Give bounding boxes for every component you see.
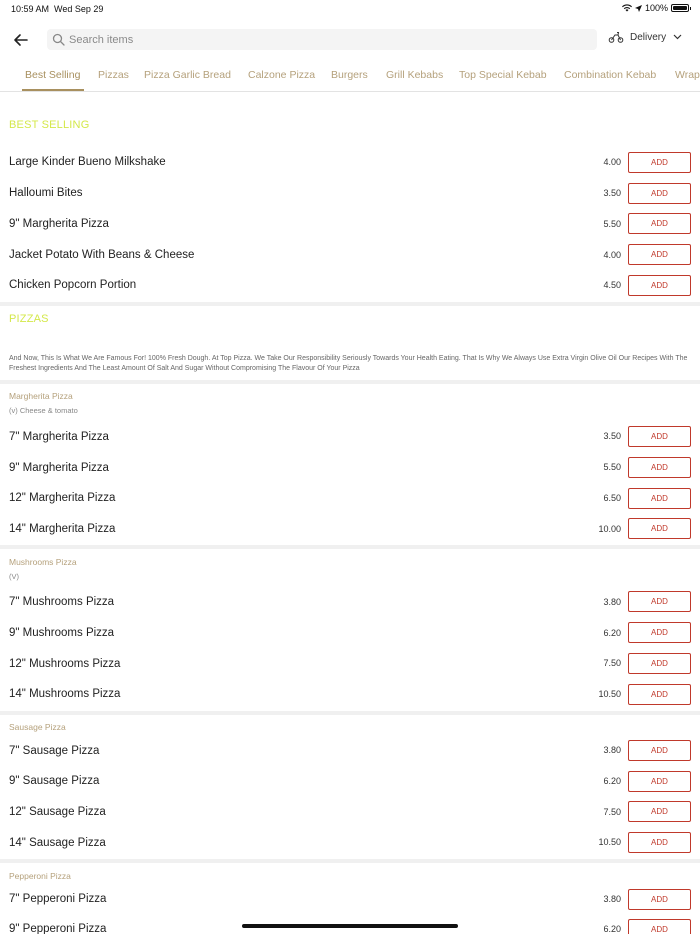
item-price: 6.20 — [603, 924, 621, 934]
chevron-down-icon — [673, 34, 682, 40]
add-button[interactable]: ADD — [628, 832, 691, 853]
item-price: 7.50 — [603, 807, 621, 817]
item-name: 12" Sausage Pizza — [9, 806, 106, 818]
wifi-icon — [622, 4, 632, 12]
add-button[interactable]: ADD — [628, 426, 691, 447]
item-name: Large Kinder Bueno Milkshake — [9, 156, 166, 168]
item-price: 5.50 — [603, 462, 621, 472]
section-divider — [0, 380, 700, 384]
add-button[interactable]: ADD — [628, 183, 691, 204]
item-price: 4.00 — [603, 250, 621, 260]
group-divider — [0, 711, 700, 715]
item-price: 3.50 — [603, 431, 621, 441]
add-button[interactable]: ADD — [628, 919, 691, 934]
delivery-label: Delivery — [630, 31, 667, 43]
tab-grill-kebabs[interactable]: Grill Kebabs — [386, 69, 444, 81]
item-price: 3.80 — [603, 597, 621, 607]
group-divider — [0, 859, 700, 863]
status-time: 10:59 AM — [11, 4, 50, 14]
item-name: 9" Pepperoni Pizza — [9, 923, 107, 934]
add-button[interactable]: ADD — [628, 244, 691, 265]
group-title: Pepperoni Pizza — [9, 871, 71, 881]
add-button[interactable]: ADD — [628, 771, 691, 792]
tab-combination-kebab[interactable]: Combination Kebab — [564, 69, 657, 81]
scooter-icon — [608, 31, 624, 43]
item-name: 9" Sausage Pizza — [9, 775, 100, 787]
top-bar — [0, 28, 700, 52]
back-arrow-icon[interactable] — [12, 31, 30, 49]
battery-icon — [671, 4, 689, 12]
group-title: Margherita Pizza — [9, 391, 73, 401]
item-price: 6.20 — [603, 776, 621, 786]
item-name: 7" Sausage Pizza — [9, 745, 100, 757]
add-button[interactable]: ADD — [628, 518, 691, 539]
section-title-best-selling: BEST SELLING — [9, 119, 90, 131]
add-button[interactable]: ADD — [628, 488, 691, 509]
item-name: 14" Margherita Pizza — [9, 523, 116, 535]
item-price: 7.50 — [603, 658, 621, 668]
group-subtitle: (v) Cheese & tomato — [9, 406, 78, 415]
add-button[interactable]: ADD — [628, 457, 691, 478]
active-tab-indicator — [22, 89, 84, 91]
search-icon — [52, 33, 65, 46]
item-name: 7" Mushrooms Pizza — [9, 596, 115, 608]
add-button[interactable]: ADD — [628, 213, 691, 234]
item-name: 14" Sausage Pizza — [9, 837, 106, 849]
item-price: 3.80 — [603, 894, 621, 904]
tab-calzone-pizza[interactable]: Calzone Pizza — [248, 69, 316, 81]
status-bar — [0, 0, 700, 18]
item-name: Jacket Potato With Beans & Cheese — [9, 249, 195, 261]
item-name: 7" Margherita Pizza — [9, 431, 109, 443]
add-button[interactable]: ADD — [628, 591, 691, 612]
delivery-selector[interactable] — [608, 31, 682, 43]
add-button[interactable]: ADD — [628, 275, 691, 296]
item-price: 3.50 — [603, 188, 621, 198]
item-price: 4.00 — [603, 157, 621, 167]
tab-pizzas[interactable]: Pizzas — [98, 69, 129, 81]
item-name: 9" Margherita Pizza — [9, 218, 109, 230]
search-input[interactable] — [69, 34, 569, 46]
status-indicators — [622, 3, 689, 13]
group-divider — [0, 545, 700, 549]
item-price: 6.20 — [603, 628, 621, 638]
location-arrow-icon — [635, 5, 642, 12]
tab-top-special-kebab[interactable]: Top Special Kebab — [459, 69, 547, 81]
group-subtitle: (V) — [9, 572, 19, 581]
item-price: 10.50 — [598, 837, 621, 847]
status-time-date — [11, 4, 103, 14]
add-button[interactable]: ADD — [628, 622, 691, 643]
item-price: 5.50 — [603, 219, 621, 229]
category-tabs — [0, 64, 700, 92]
item-name: 9" Mushrooms Pizza — [9, 627, 115, 639]
group-title: Mushrooms Pizza — [9, 557, 77, 567]
add-button[interactable]: ADD — [628, 889, 691, 910]
section-title-pizzas: PIZZAS — [9, 313, 49, 325]
item-price: 10.50 — [598, 689, 621, 699]
item-price: 4.50 — [603, 280, 621, 290]
add-button[interactable]: ADD — [628, 801, 691, 822]
tab-best-selling[interactable]: Best Selling — [25, 69, 81, 81]
add-button[interactable]: ADD — [628, 152, 691, 173]
item-name: Halloumi Bites — [9, 187, 83, 199]
item-name: 14" Mushrooms Pizza — [9, 688, 121, 700]
add-button[interactable]: ADD — [628, 740, 691, 761]
home-indicator[interactable] — [242, 924, 458, 928]
section-description: And Now, This Is What We Are Famous For! 100% Fresh Dough. At Top Pizza. We Take Our Responsibility Seriously Towards Your Health Eating. That Is Why We Always Use Extra Virgin Olive Oil Our Recipes With The Freshest Ingredients And The Least Amount Of Salt And Sugar Without Compromising The Flavour Of Your Pizza — [9, 355, 688, 372]
item-name: 12" Margherita Pizza — [9, 492, 116, 504]
item-price: 10.00 — [598, 524, 621, 534]
item-name: Chicken Popcorn Portion — [9, 279, 137, 291]
item-name: 12" Mushrooms Pizza — [9, 658, 121, 670]
item-price: 6.50 — [603, 493, 621, 503]
item-name: 7" Pepperoni Pizza — [9, 893, 107, 905]
item-price: 3.80 — [603, 745, 621, 755]
section-divider — [0, 302, 700, 306]
add-button[interactable]: ADD — [628, 653, 691, 674]
battery-percent: 100% — [644, 3, 668, 13]
item-name: 9" Margherita Pizza — [9, 462, 109, 474]
search-box[interactable] — [47, 29, 597, 50]
tab-burgers[interactable]: Burgers — [331, 69, 368, 81]
group-title: Sausage Pizza — [9, 722, 66, 732]
status-date: Wed Sep 29 — [54, 4, 104, 14]
add-button[interactable]: ADD — [628, 684, 691, 705]
tab-pizza-garlic-bread[interactable]: Pizza Garlic Bread — [144, 69, 231, 81]
tab-wrap[interactable]: Wrap — [675, 69, 700, 81]
